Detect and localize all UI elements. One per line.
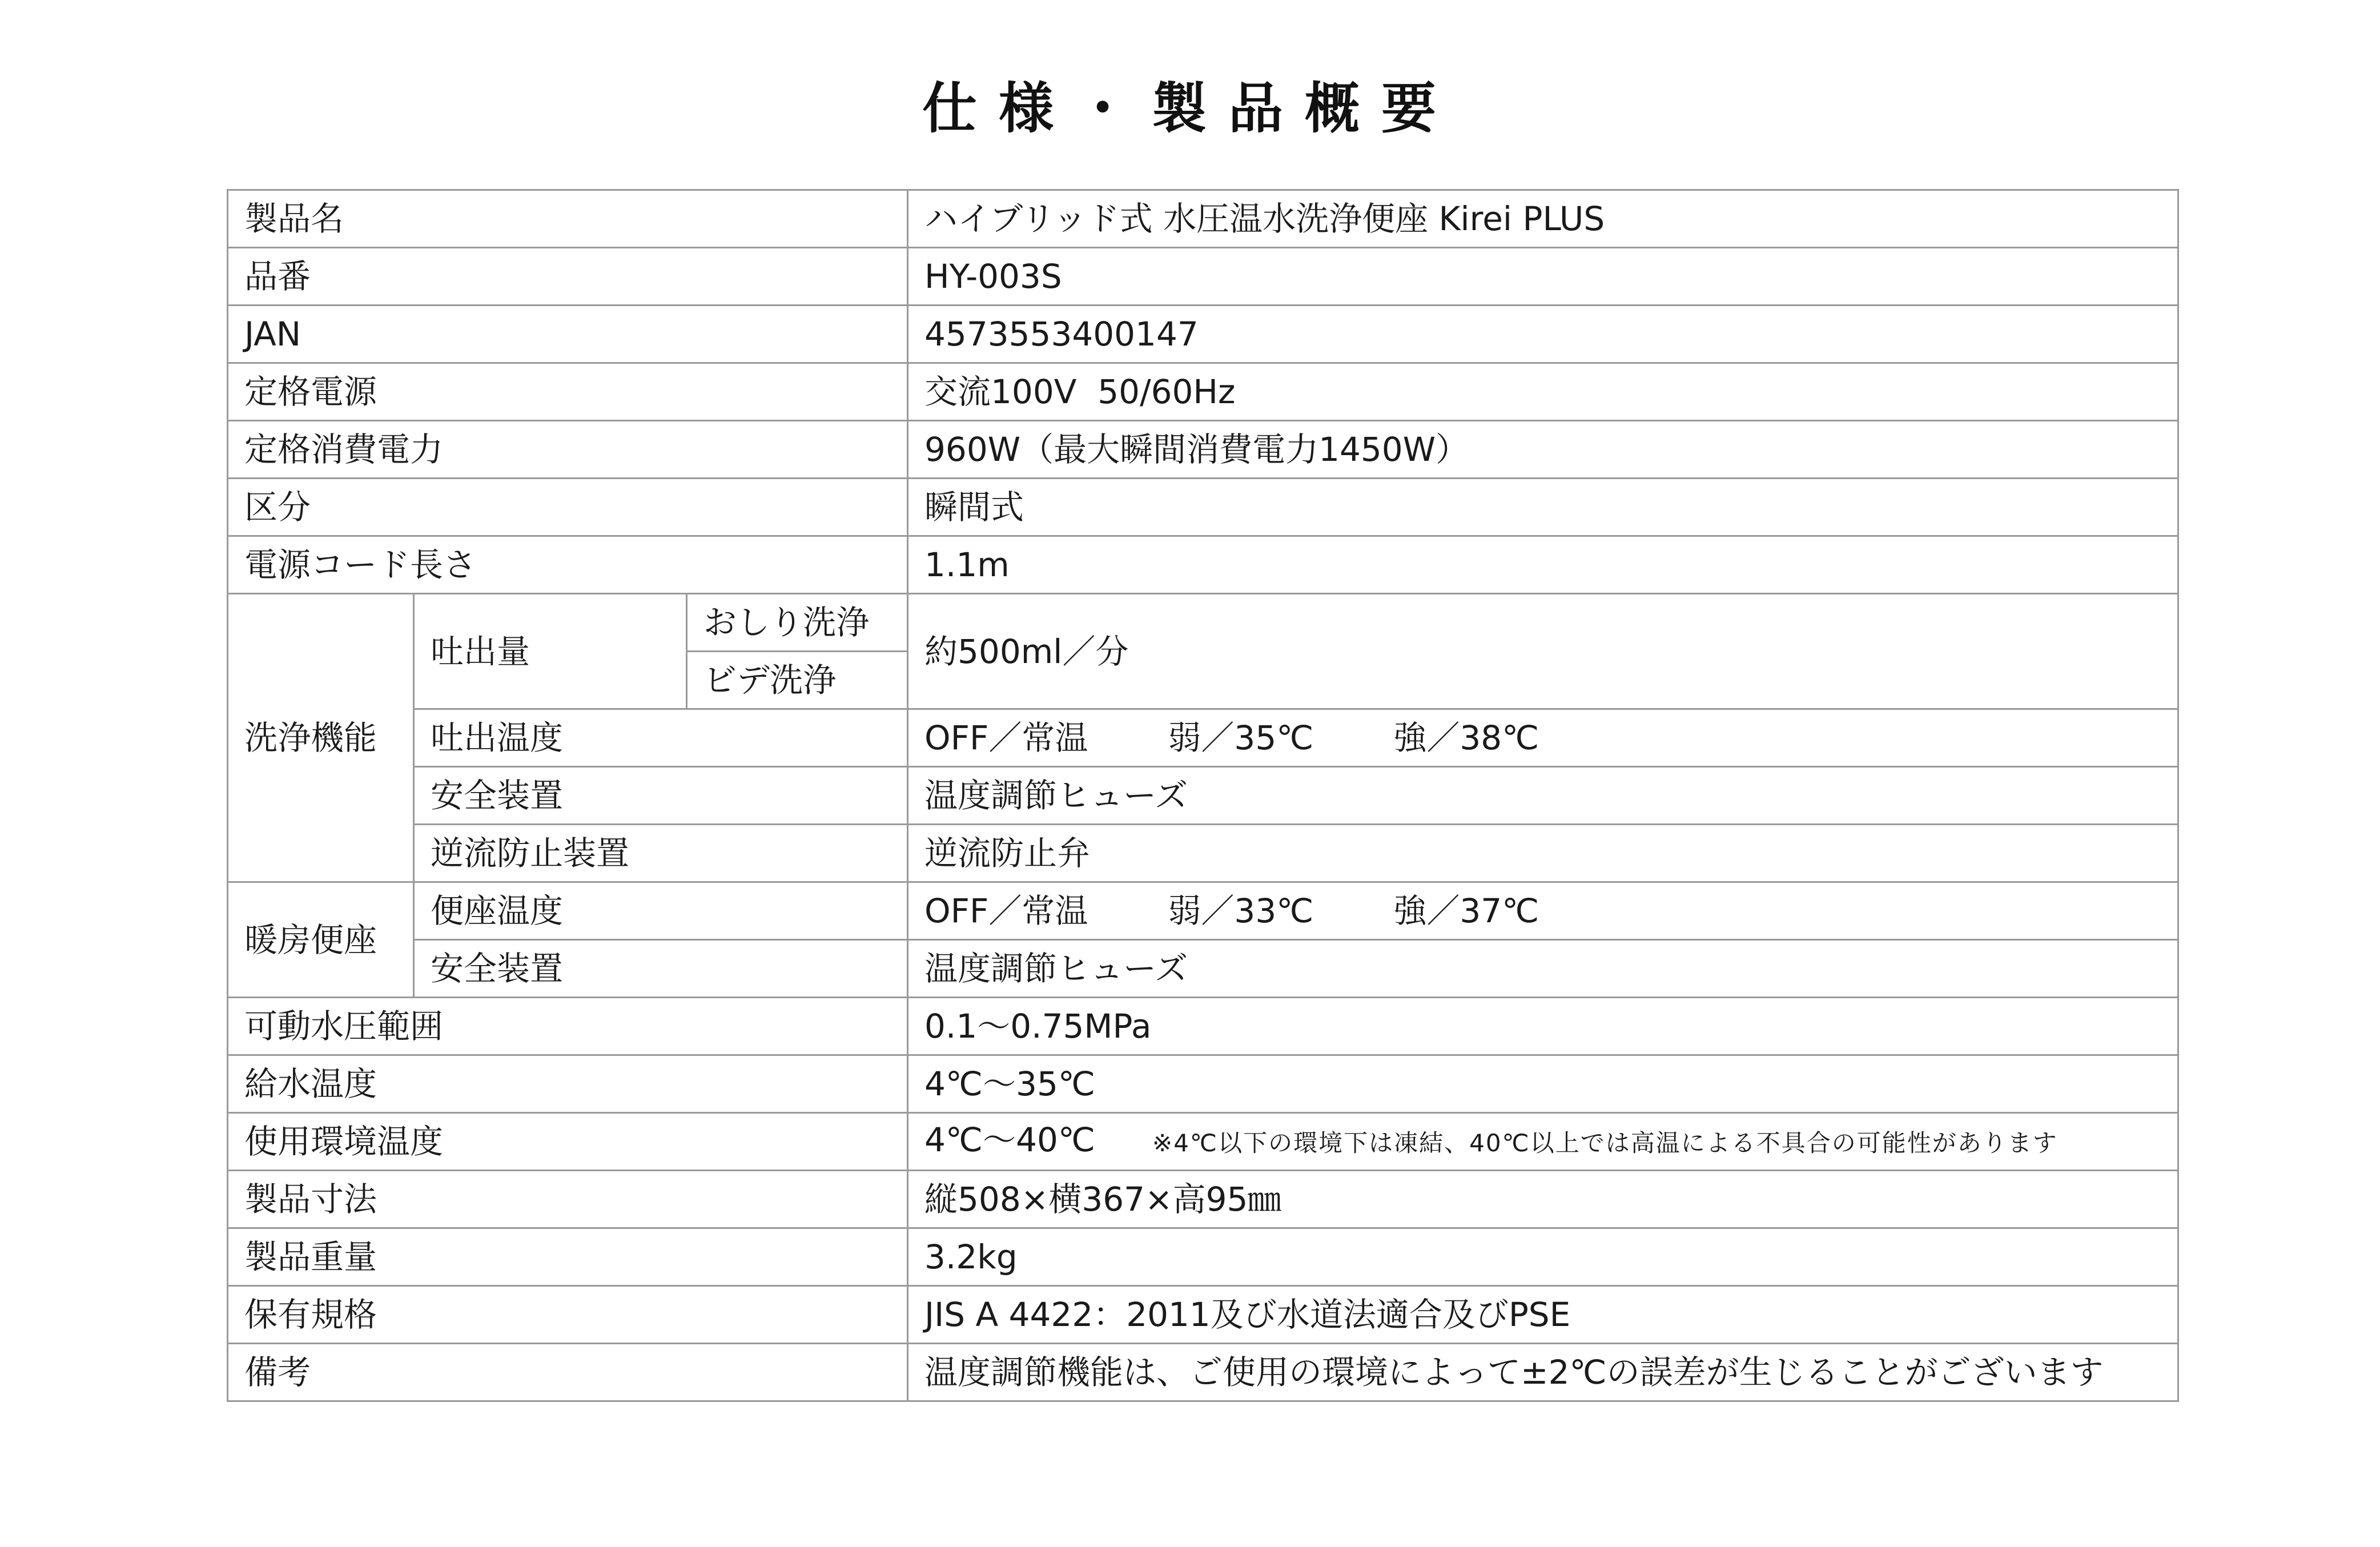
row-value: JIS A 4422：2011及び水道法適合及びPSE	[908, 1286, 2178, 1344]
row-label: 可動水圧範囲	[228, 998, 908, 1055]
row-value: 960W（最大瞬間消費電力1450W）	[908, 421, 2178, 479]
group-label-wash: 洗浄機能	[228, 594, 414, 882]
row-value: 温度調節ヒューズ	[908, 767, 2178, 825]
temp-low: 弱／33℃	[1168, 891, 1314, 930]
row-value: 4573553400147	[908, 306, 2178, 363]
sub-label: ビデ洗浄	[687, 652, 908, 709]
row-value: 4℃～35℃	[908, 1055, 2178, 1113]
row-value: 縦508×横367×高95㎜	[908, 1171, 2178, 1228]
table-row	[228, 306, 2178, 363]
row-value: 温度調節ヒューズ	[908, 940, 2178, 998]
row-label: 吐出温度	[414, 709, 908, 767]
row-value	[908, 882, 2178, 940]
row-label: 電源コード長さ	[228, 536, 908, 594]
row-value	[908, 1113, 2178, 1171]
table-row	[228, 536, 2178, 594]
table-row	[228, 1171, 2178, 1228]
env-temp-value: 4℃～40℃	[924, 1120, 1096, 1159]
row-label: 備考	[228, 1344, 908, 1401]
temp-high: 強／38℃	[1393, 718, 1539, 757]
row-value: 約500ml／分	[908, 594, 2178, 709]
row-value: 1.1m	[908, 536, 2178, 594]
row-label: 安全装置	[414, 767, 908, 825]
table-row	[228, 190, 2178, 248]
row-value	[908, 709, 2178, 767]
row-label: 定格電源	[228, 363, 908, 421]
table-row	[228, 1055, 2178, 1113]
env-temp-note: ※4℃以下の環境下は凍結、40℃以上では高温による不具合の可能性があります	[1152, 1129, 2058, 1157]
row-label: 逆流防止装置	[414, 825, 908, 882]
sub-label: おしり洗浄	[687, 594, 908, 652]
row-value: 3.2kg	[908, 1228, 2178, 1286]
table-row	[228, 940, 2178, 998]
row-label: 製品名	[228, 190, 908, 248]
row-value: ハイブリッド式 水圧温水洗浄便座 Kirei PLUS	[908, 190, 2178, 248]
row-value: 逆流防止弁	[908, 825, 2178, 882]
table-row	[228, 767, 2178, 825]
page-title: 仕様・製品概要	[922, 77, 1458, 140]
row-label: 製品重量	[228, 1228, 908, 1286]
row-label: 保有規格	[228, 1286, 908, 1344]
table-row	[228, 1113, 2178, 1171]
temp-low: 弱／35℃	[1168, 718, 1314, 757]
row-value: 交流100V 50/60Hz	[908, 363, 2178, 421]
row-value: HY-003S	[908, 248, 2178, 306]
table-row	[228, 421, 2178, 479]
table-row	[228, 998, 2178, 1055]
table-row	[228, 479, 2178, 536]
row-label: 便座温度	[414, 882, 908, 940]
row-label: 使用環境温度	[228, 1113, 908, 1171]
row-label: 品番	[228, 248, 908, 306]
row-label: 吐出量	[414, 594, 687, 709]
table-row	[228, 709, 2178, 767]
row-value: 瞬間式	[908, 479, 2178, 536]
row-label: JAN	[228, 306, 908, 363]
row-value: 温度調節機能は、ご使用の環境によって±2℃の誤差が生じることがございます	[908, 1344, 2178, 1401]
temp-high: 強／37℃	[1393, 891, 1539, 930]
group-label-heated-seat: 暖房便座	[228, 882, 414, 998]
temp-off: OFF／常温	[924, 718, 1088, 757]
row-value: 0.1～0.75MPa	[908, 998, 2178, 1055]
spec-table	[227, 189, 2179, 1402]
row-label: 給水温度	[228, 1055, 908, 1113]
temp-off: OFF／常温	[924, 891, 1088, 930]
row-label: 区分	[228, 479, 908, 536]
row-label: 安全装置	[414, 940, 908, 998]
row-label: 定格消費電力	[228, 421, 908, 479]
table-row	[228, 1286, 2178, 1344]
table-row	[228, 363, 2178, 421]
table-row	[228, 1344, 2178, 1401]
table-row	[228, 594, 2178, 652]
table-row	[228, 1228, 2178, 1286]
table-row	[228, 248, 2178, 306]
table-row	[228, 882, 2178, 940]
table-row	[228, 825, 2178, 882]
row-label: 製品寸法	[228, 1171, 908, 1228]
